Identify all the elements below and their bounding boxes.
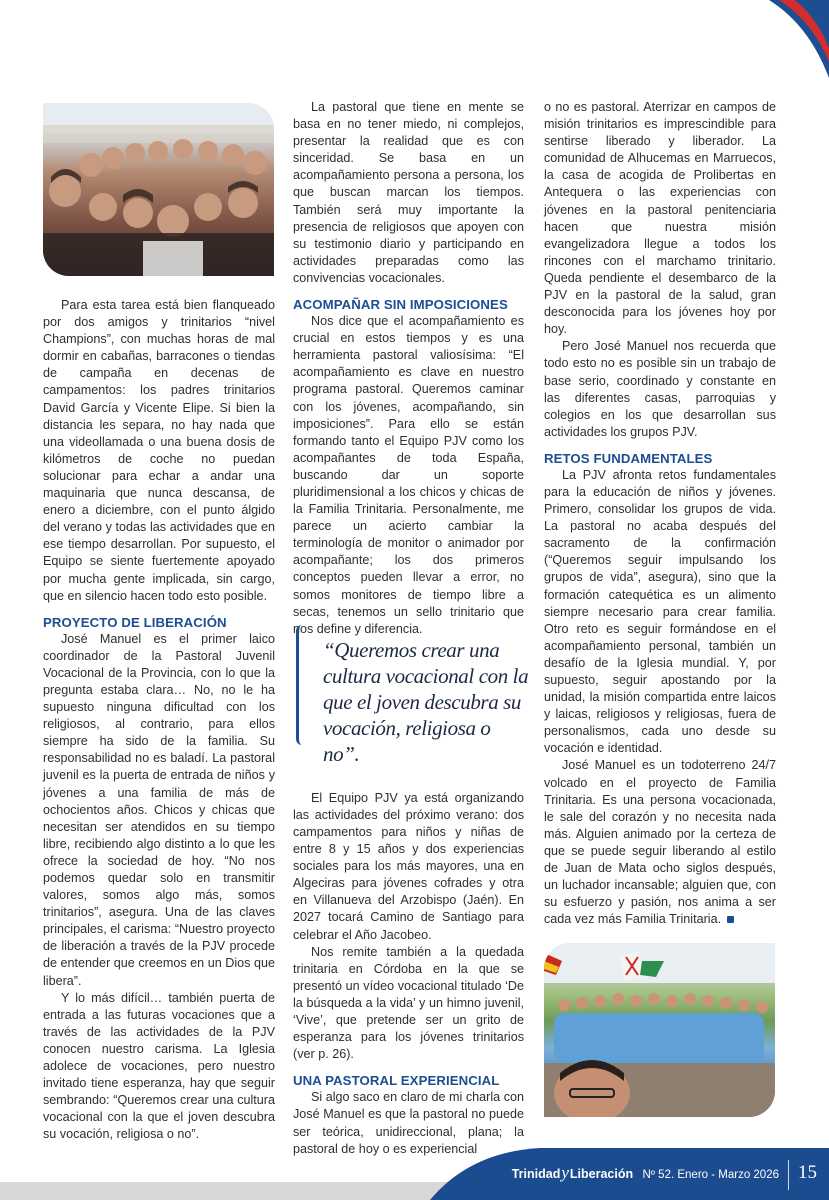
body-paragraph: La PJV afronta retos fundamentales para la educación de niños y jóvenes. Primero, consolidar los grupos de vida. La pastoral no acaba después del sacramento de la confirmación (“Queremos seguir impulsando los grupos de vida”, asegura), sino que la formación catequética es un alimento siempre necesario para crear familia. Otro reto es seguir formándose en el acompañamiento personal, también un desafío de la Iglesia mundial. Y, por supuesto, seguir apostando por la unidad, la misión compartida entre laicos y laicas, religiosos y religiosas, fuera de personalismos, cada uno desde su vocación e identidad.: [544, 467, 776, 756]
pull-quote: [296, 625, 531, 766]
body-paragraph: o no es pastoral. Aterrizar en campos de misión trinitarios es imprescindible para sentirse liberado y liberador. La comunidad de Alhucemas en Marruecos, la casa de acogida de Prolibertas en Antequera o las experiencias con jóvenes en la pastoral penitenciaria hacen que nuestra misión evangelizadora llegue a todos los rincones con el marchamo trinitario. Queda pendiente el desembarco de la PJV en la pastoral de la salud, gran desconocida para los jóvenes hoy por hoy.: [544, 100, 776, 337]
corner-swoosh-decoration: [739, 0, 829, 80]
section-heading-proyecto: PROYECTO DE LIBERACIÓN: [43, 614, 227, 630]
body-paragraph: Nos remite también a la quedada trinitaria en Córdoba en la que se presentó un vídeo vocacional titulado ‘De la búsqueda a la vida’ y un himno juvenil, ‘Vive’, que pretende ser un grito de esperanza para los jóvenes trinitarios (ver p. 26).: [293, 944, 524, 1062]
body-paragraph: José Manuel es el primer laico coordinador de la Pastoral Juvenil Vocacional de la Provincia, con lo que la pregunta estaba clara… No, no le ha supuesto ninguna dificultad con los religiosos, al contrario, para ellos siempre ha sido de la familia. Su responsabilidad no es baladí. La pastoral juvenil es la puerta de entrada de niños y jóvenes a una familia de más de ochocientos años. Chicos y chicas que necesitan ser atendidos en su tiempo libre, recibiendo algo distinto a lo que les ofrece la sociedad de hoy. “No nos podemos quedar solo en transmitir valores, somos algo más, somos trinitarios”, asegura. Una de las claves principales, el carisma: “Nuestro proyecto de liberación a través de la PJV procede de entender que creemos en un Dios que libera”.: [43, 631, 275, 988]
section-heading-experiencial: UNA PASTORAL EXPERIENCIAL: [293, 1073, 500, 1089]
section-heading-acompanar: ACOMPAÑAR SIN IMPOSICIONES: [293, 297, 508, 313]
body-paragraph: Nos dice que el acompañamiento es crucial en estos tiempos y es una herramienta pastoral valiosísima: “El acompañamiento es clave en nuestro programa pastoral. Queremos caminar con los jóvenes, acompañando, sin imposiciones”. Para ello se están formando tanto el Equipo PJV como los acompañantes de toda España, buscando dar un soporte pluridimensional a los chicos y chicas de la Familia Trinitaria. Personalmente, me parece un acierto cambiar la terminología de monitor o animador por acompañante; los dos primeros conceptos pueden llevar a error, no somos monitores de tiempo libre a secas, tenemos un sello trinitario que nos define y diferencia.: [293, 314, 524, 636]
body-paragraph: Para esta tarea está bien flanqueado por dos amigos y trinitarios “nivel Champions”, con muchas horas de mal dormir en cabañas, barracones o tiendas de campaña en decenas de campamentos: los padres trinitarios David García y Vicente Elipe. Si bien la distancia les separa, no hay nada que una videollamada o una buena dosis de kilómetros de coche no puedan solucionar para echar a andar una maquinaria que nunca descansa, de enero a diciembre, con el punto álgido del verano y todas las actividades que en ese tiempo desarrollan. Por supuesto, el Equipo se siente fuertemente apoyado por mucha gente implicada, sin cargo, que en silencio hacen todo esto posible.: [43, 298, 275, 603]
magazine-name-part-2: Liberación: [569, 1167, 634, 1181]
pull-quote-text: “Queremos crear una cultura vocacional con la que el joven descubra su vocación, religiosa o no”.: [323, 638, 529, 766]
magazine-name-y: y: [561, 1163, 569, 1182]
closing-paragraph-text: José Manuel es un todoterreno 24/7 volcado en el proyecto de Familia Trinitaria. Es una persona vocacionada, le sale del corazón y no necesita nada más. Alguien animado por la certeza de que se puede seguir liberando al estilo de Juan de Mata ocho siglos después, un luchador incansable; alguien que, con su esfuerzo y pasión, nos anima a ser cada vez más Familia Trinitaria.: [544, 758, 776, 927]
page-number: 15: [798, 1162, 817, 1183]
article-column-3: [544, 99, 776, 928]
body-paragraph: El Equipo PJV ya está organizando las actividades del próximo verano: dos campamentos para niños y niñas de entre 8 y 15 años y dos experiencias sociales para los más mayores, una en Algeciras para jóvenes cofrades y otra en Villanueva del Arzobispo (Jaén). En 2027 tocará Camino de Santiago para celebrar el Año Jacobeo.: [293, 790, 524, 942]
footer-divider: [788, 1160, 789, 1190]
body-paragraph: Si algo saco en claro de mi charla con José Manuel es que la pastoral no puede ser teórica, unidireccional, plana; la pastoral de hoy o es experiencial: [293, 1090, 524, 1156]
body-paragraph: [544, 757, 776, 928]
group-selfie-photo: [43, 103, 274, 276]
end-of-article-icon: [727, 916, 734, 923]
issue-info: Nº 52. Enero - Marzo 2026: [642, 1169, 779, 1181]
magazine-name-part-1: Trinidad: [511, 1167, 561, 1181]
body-paragraph: La pastoral que tiene en mente se basa en no tener miedo, ni complejos, presentar la realidad que es con sinceridad. Se basa en un acompañamiento persona a persona, los que buscan marcan los tiempos. También será muy importante la presencia de religiosos que apoyen con su testimonio diario y participando en actividades preparadas como las convivencias vocacionales.: [293, 100, 524, 285]
footer-publication-info: [512, 1163, 779, 1183]
section-heading-retos: RETOS FUNDAMENTALES: [544, 450, 713, 466]
body-paragraph: Pero José Manuel nos recuerda que todo esto no es posible sin un trabajo de base serio, coordinado y constante en las diferentes casas, parroquias y colegios en los que desarrollan sus actividades los grupos PJV.: [544, 339, 776, 439]
body-paragraph: Y lo más difícil… también puerta de entrada a las futuras vocaciones que a través de las actividades de la PJV conocen nuestro carisma. La Iglesia adolece de vocaciones, pero nuestro invitado tiene esperanza, hay que seguir sembrando: “Queremos crear una cultura vocacional con la que el joven descubra su vocación, religiosa o no”.: [43, 990, 275, 1142]
youth-group-photo: [544, 943, 775, 1117]
article-column-1: [43, 297, 275, 1144]
